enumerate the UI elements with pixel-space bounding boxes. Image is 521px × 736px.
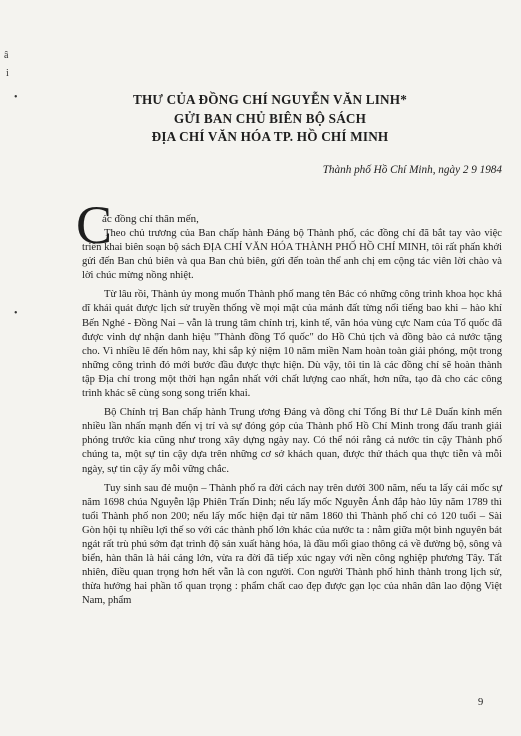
paragraph: Bộ Chính trị Ban chấp hành Trung ương Đảng và đồng chí Tổng Bí thư Lê Duẩn kính mến nhiều lần nhấn mạnh đến vị trí và sự đóng góp của Thành phố Hồ Chí Minh trong đấu tranh giải phóng trước kia cũng như trong xây dựng ngày nay. Có thể nói rằng cả nước tin cậy Thành phố chúng ta, một sự tin cậy dựa trên những cơ sở khách quan, được thử thách qua thực tiễn và mỗi ngày, sự tin cậy ấy mỗi vững chắc. <box>82 407 502 475</box>
margin-mark: • <box>14 308 18 319</box>
dateline: Thành phố Hồ Chí Minh, ngày 2 9 1984 <box>322 164 502 176</box>
paragraph: Tuy sinh sau đẻ muộn – Thành phố ra đời cách nay trên dưới 300 năm, nếu ta lấy cái mốc sự năm 1698 chúa Nguyễn lập Phiên Trấn Dinh; nếu lấy mốc Nguyễn Ánh đắp hào lũy năm 1789 thì tuổi Thành phố non 200; nếu lấy mốc hiện đại từ năm 1860 thì Thành phố chỉ có 120 tuổi – Sài Gòn hội tụ nhiều lợi thế so với các thành phố lớn khác của nước ta : nằm giữa một bình nguyên bát ngát rất trù phú sớm đạt trình độ sản xuất hàng hóa, là đầu mối giao thông cả về đường bộ, sông và biển, hàn thân là hải cảng lớn, vừa ra đời đã tiếp xúc ngay với nền công nghiệp phương Tây. Tất nhiên, điều quan trọng hơn hết vẫn là con người. Con người Thành phố hình thành trong lịch sử, thừa hưởng hai phần tố quan trọng : phẩm chất cao đẹp được gạn lọc của nhân dân lao động Việt Nam, phẩm <box>82 482 502 607</box>
drop-cap: C <box>76 195 113 255</box>
paragraph: Từ lâu rồi, Thành ủy mong muốn Thành phố mang tên Bác có những công trình khoa học khả dĩ khái quát được lịch sử truyền thống về mọi mặt của mảnh đất từng nổi tiếng bao khi – hào khí Bến Nghé - Đồng Nai – vẫn là trung tâm chính trị, kinh tế, văn hóa vùng cực Nam của Tổ quốc đã được vinh dự nhận danh hiệu "Thành đồng Tổ quốc" do Hồ Chủ tịch và đồng bào cả nước tặng cho. Vì nhiều lẽ đến hôm nay, khi sắp kỷ niệm 10 năm miền Nam hoàn toàn giải phóng, một trong những công trình đó mới bước đầu được thực hiện. Dù vậy, tôi tin là các đồng chí sẽ hoàn thành tập Địa chí trong một thời hạn ngắn nhất với chất lượng cao nhất, hơn nữa, tạo đà cho các công trình khác sẽ cùng song song triển khai. <box>82 289 502 400</box>
margin-mark: • <box>14 92 18 103</box>
margin-mark: â <box>4 50 9 61</box>
title-line-3: ĐỊA CHÍ VĂN HÓA TP. HỒ CHÍ MINH <box>151 129 389 144</box>
paragraph: Theo chủ trương của Ban chấp hành Đảng bộ Thành phố, các đồng chí đã bắt tay vào việc triển khai biên soạn bộ sách ĐỊA CHÍ VĂN HÓA THÀNH PHỐ HỒ CHÍ MINH, tôi rất phấn khởi gửi đến Ban chủ biên và qua Ban chủ biên, gửi đến toàn thể anh chị em cộng tác viên lời chào và lời chúc mừng nồng nhiệt. <box>82 228 502 282</box>
salutation: ác đồng chí thân mến, <box>102 213 199 225</box>
title-line-1: THƯ CỦA ĐỒNG CHÍ NGUYỄN VĂN LINH* <box>132 92 408 107</box>
page-number: 9 <box>478 697 484 708</box>
margin-mark: i <box>6 68 9 79</box>
title-line-2: GỬI BAN CHỦ BIÊN BỘ SÁCH <box>173 111 367 126</box>
letter-body <box>82 227 502 613</box>
